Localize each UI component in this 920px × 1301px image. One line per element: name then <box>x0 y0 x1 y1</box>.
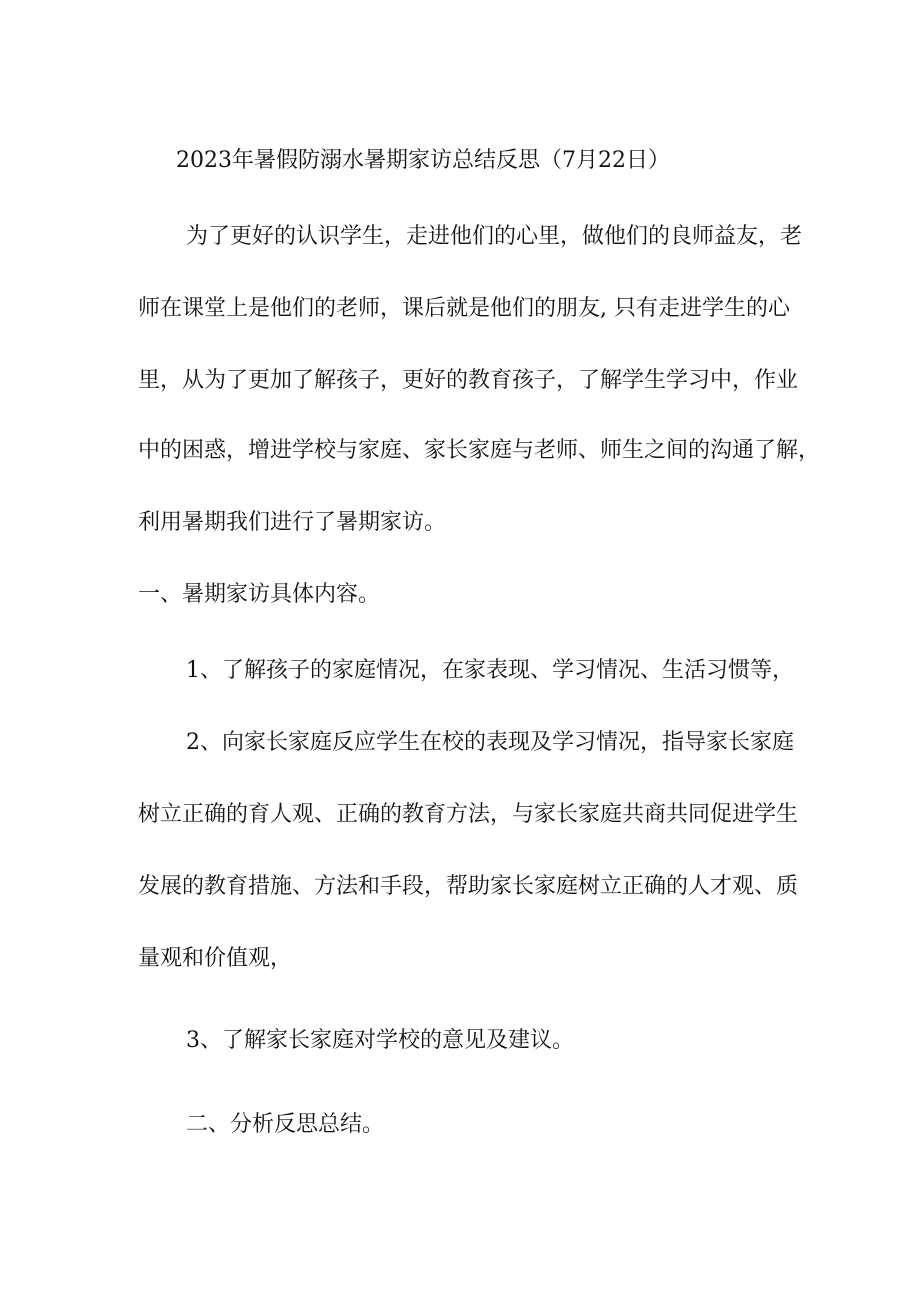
section2-heading: 二、分析反思总结。 <box>186 1112 385 1137</box>
intro-line-4: 中的困惑，增进学校与家庭、家长家庭与老师、师生之间的沟通了解， <box>138 438 821 463</box>
intro-line-3: 里，从为了更加了解孩子，更好的教育孩子，了解学生学习中，作业 <box>138 368 799 393</box>
list-item-2-line-4: 量观和价值观， <box>138 946 293 971</box>
document-title: 2023年暑假防溺水暑期家访总结反思（7月22日） <box>176 148 670 173</box>
list-item-3: 3、了解家长家庭对学校的意见及建议。 <box>186 1028 574 1053</box>
list-item-2-line-2: 树立正确的育人观、正确的教育方法，与家长家庭共商共同促进学生 <box>138 802 799 827</box>
section1-heading: 一、暑期家访具体内容。 <box>138 582 381 607</box>
list-item-2-line-3: 发展的教育措施、方法和手段，帮助家长家庭树立正确的人才观、质 <box>138 874 799 899</box>
list-item-2-line-1: 2、向家长家庭反应学生在校的表现及学习情况，指导家长家庭 <box>186 730 794 755</box>
list-item-1: 1、了解孩子的家庭情况，在家表现、学习情况、生活习惯等， <box>186 658 794 683</box>
intro-line-2: 师在课堂上是他们的老师，课后就是他们的朋友, 只有走进学生的心 <box>138 296 790 321</box>
intro-line-5: 利用暑期我们进行了暑期家访。 <box>138 510 447 535</box>
intro-line-1: 为了更好的认识学生，走进他们的心里，做他们的良师益友，老 <box>186 224 803 249</box>
